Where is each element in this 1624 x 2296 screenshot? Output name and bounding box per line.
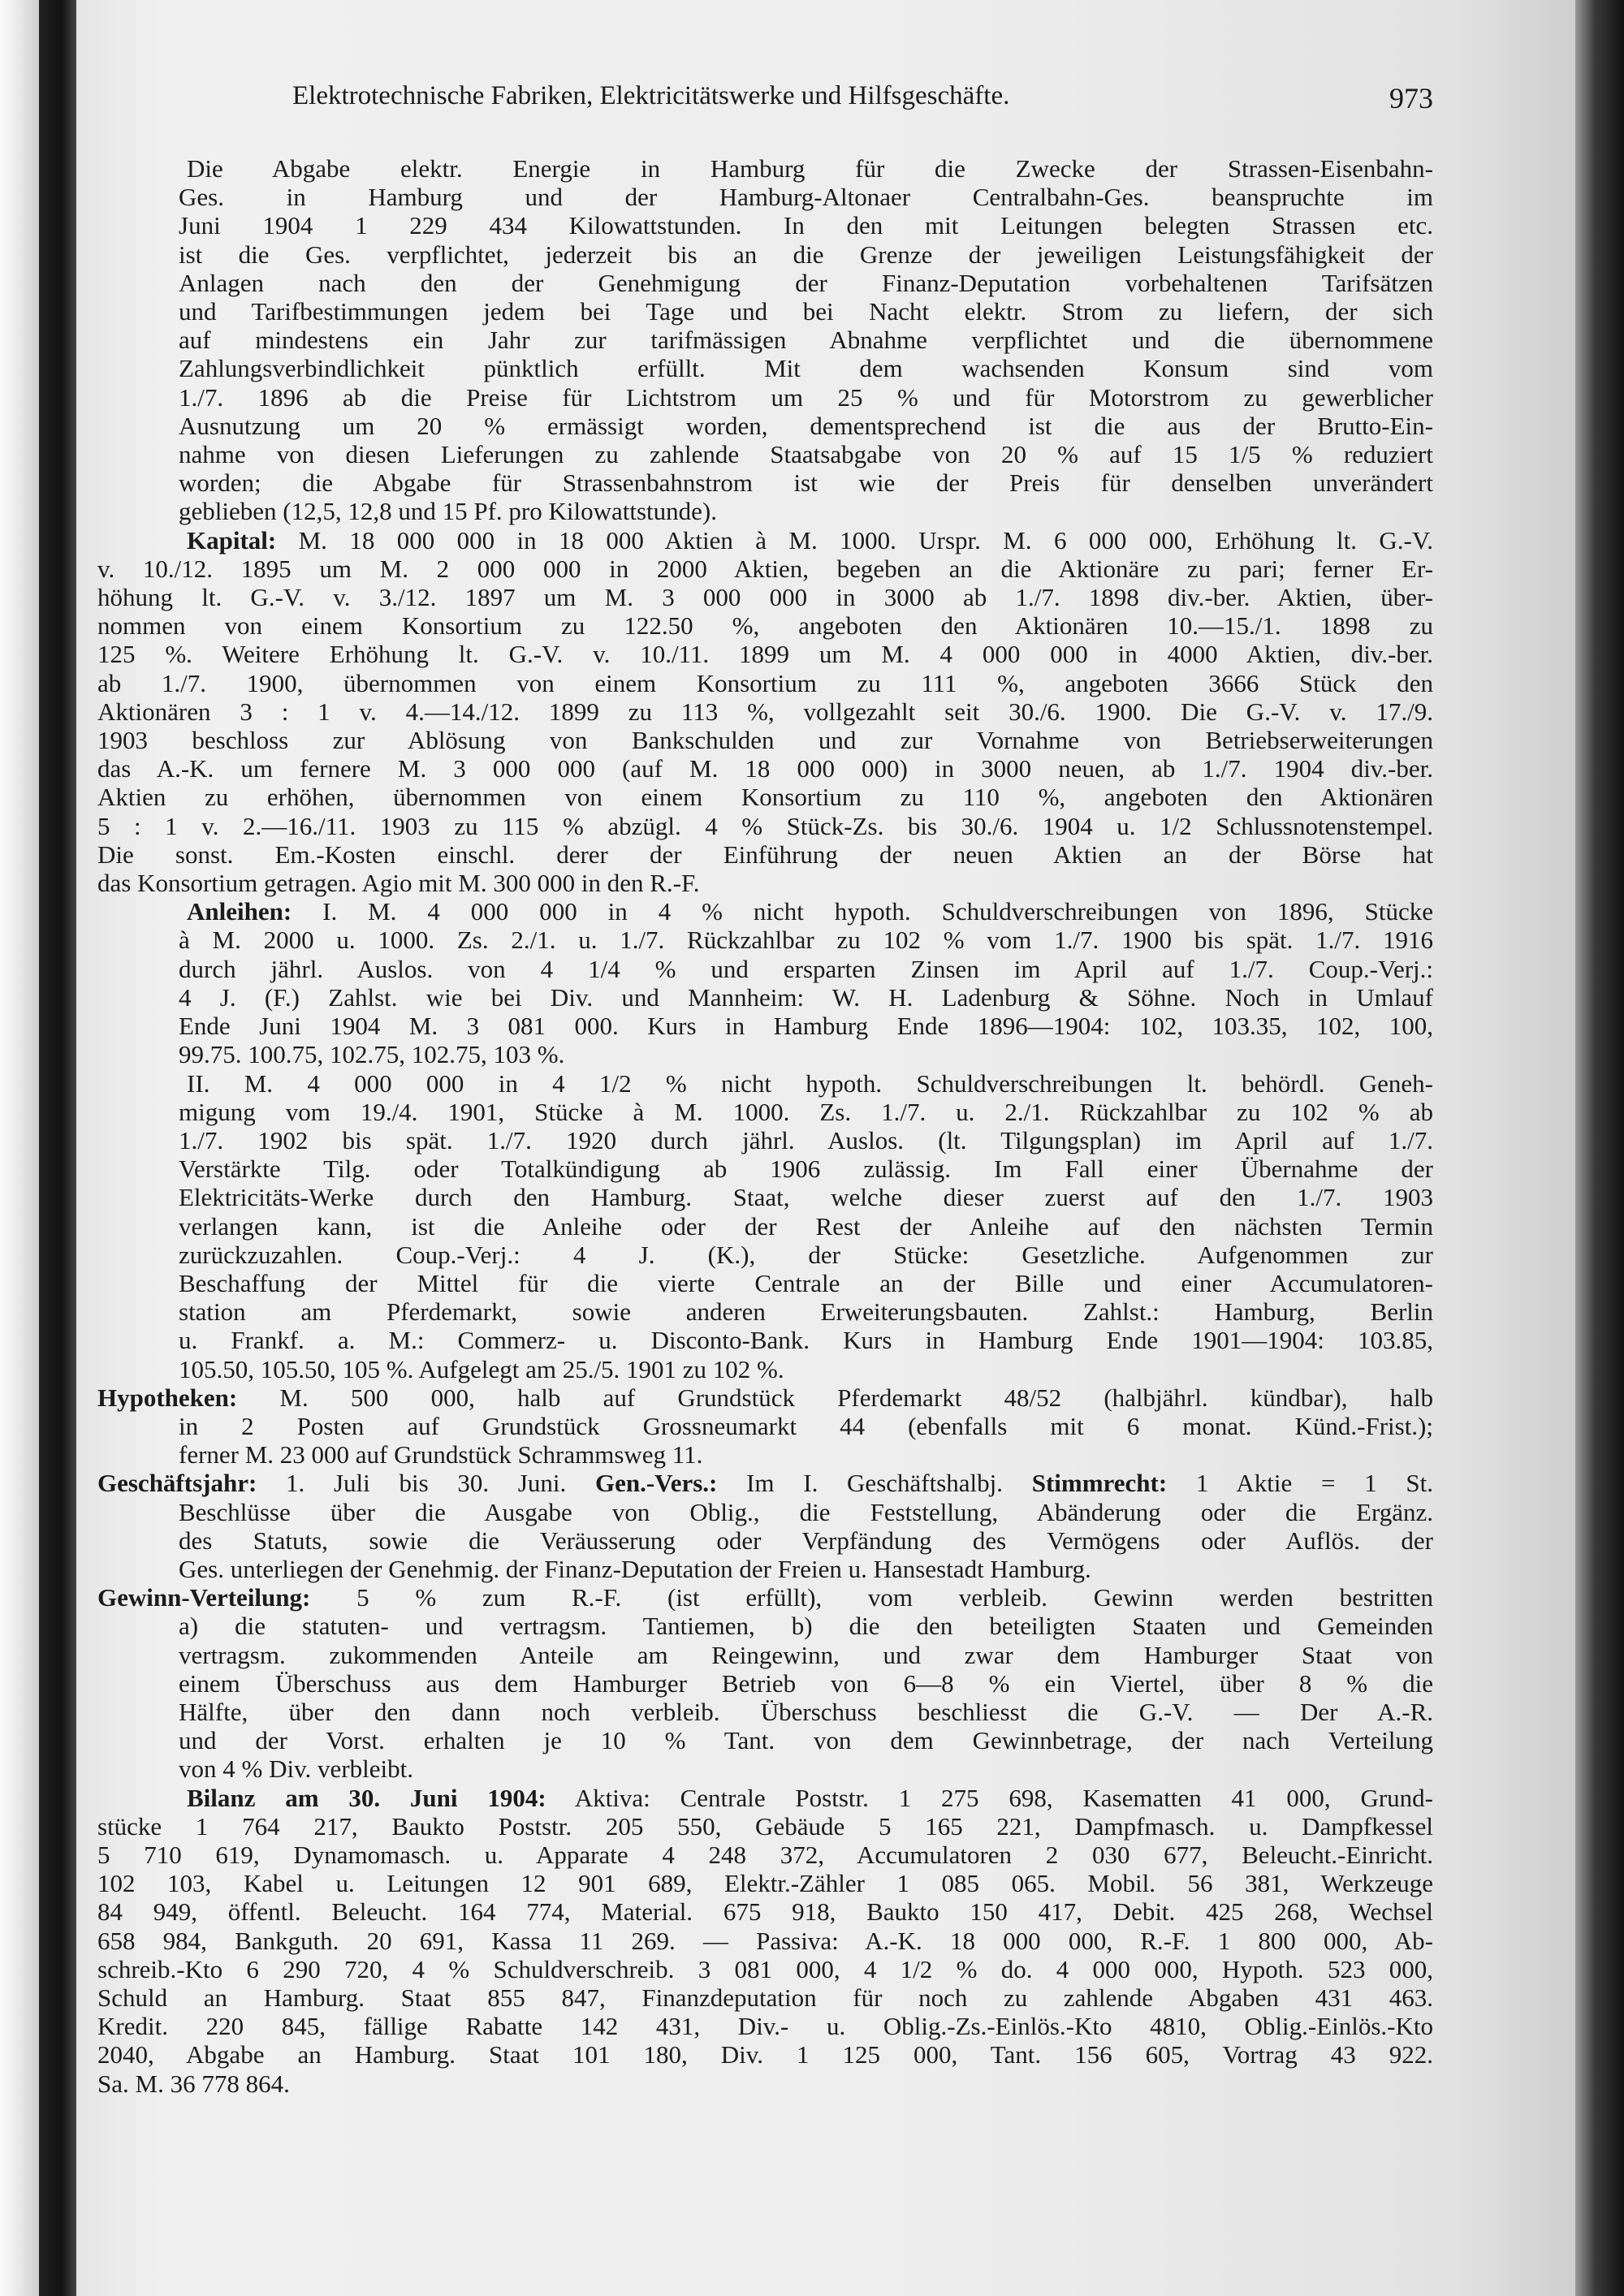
- line-text: vertragsm. zukommenden Anteile am Reingewinn, und zwar dem Hamburger Staat von: [179, 1640, 1433, 1669]
- text-line: [97, 611, 1433, 640]
- section-label: Gen.-Vers.:: [566, 1469, 718, 1498]
- line-text: I. M. 4 000 000 in 4 % nicht hypoth. Schuldverschreibungen von 1896, Stücke: [292, 897, 1433, 926]
- text-line: [97, 412, 1433, 440]
- line-text: v. 10./12. 1895 um M. 2 000 000 in 2000 Aktien, begeben an die Aktionäre zu pari; ferner Er-: [97, 554, 1433, 583]
- line-text: migung vom 19./4. 1901, Stücke à M. 1000. Zs. 1./7. u. 2./1. Rückzahlbar zu 102 % ab: [179, 1097, 1433, 1126]
- text-line: [97, 1355, 1433, 1383]
- line-text: Im I. Geschäftshalbj.: [717, 1469, 1004, 1498]
- line-text: das Konsortium getragen. Agio mit M. 300 000 in den R.-F.: [97, 869, 700, 898]
- line-text: Juni 1904 1 229 434 Kilowattstunden. In den mit Leitungen belegten Strassen etc.: [179, 211, 1433, 240]
- text-line: [97, 926, 1433, 954]
- line-text: 125 %. Weitere Erhöhung lt. G.-V. v. 10./11. 1899 um M. 4 000 000 in 4000 Aktien, div.-ber.: [97, 640, 1433, 669]
- line-text: 1./7. 1896 ab die Preise für Lichtstrom um 25 % und für Motorstrom zu gewerblicher: [179, 382, 1433, 412]
- text-line: [97, 1641, 1433, 1669]
- text-line: [97, 640, 1433, 668]
- line-text: Anlagen nach den der Genehmigung der Finanz-Deputation vorbehaltenen Tarifsätzen: [179, 268, 1433, 297]
- line-text: Die sonst. Em.-Kosten einschl. derer der Einführung der neuen Aktien an der Börse hat: [97, 839, 1433, 869]
- section-label: Geschäftsjahr:: [97, 1469, 257, 1498]
- text-line: [97, 183, 1433, 211]
- text-line: [97, 1040, 1433, 1068]
- line-text: Elektricitäts-Werke durch den Hamburg. Staat, welche dieser zuerst auf den 1./7. 1903: [179, 1183, 1433, 1212]
- text-line: [97, 1412, 1433, 1440]
- text-line: [97, 669, 1433, 697]
- line-text: 5 % zum R.-F. (ist erfüllt), vom verbleib. Gewinn werden bestritten: [310, 1583, 1433, 1612]
- section-label: Gewinn-Verteilung:: [97, 1583, 311, 1612]
- text-line: [97, 1498, 1433, 1526]
- line-text: station am Pferdemarkt, sowie anderen Erweiterungsbauten. Zahlst.: Hamburg, Berlin: [179, 1297, 1433, 1327]
- text-line: [97, 497, 1433, 525]
- book-spine-edge: [0, 0, 39, 2296]
- text-line: [97, 468, 1433, 497]
- text-line: [97, 812, 1433, 840]
- text-line: [97, 1241, 1433, 1269]
- text-line: [97, 1983, 1433, 2012]
- text-line: [97, 583, 1433, 611]
- text-line: [97, 1841, 1433, 1869]
- line-text: Schuld an Hamburg. Staat 855 847, Finanzdeputation für noch zu zahlende Abgaben 431 463.: [97, 1983, 1433, 2012]
- line-text: ab 1./7. 1900, übernommen von einem Konsortium zu 111 %, angeboten 3666 Stück den: [97, 668, 1433, 697]
- text-line: [97, 297, 1433, 326]
- section-label: Bilanz am 30. Juni 1904:: [187, 1783, 546, 1812]
- line-text: 102 103, Kabel u. Leitungen 12 901 689, Elektr.-Zähler 1 085 065. Mobil. 56 381, Werkzeuge: [97, 1869, 1433, 1898]
- line-text: höhung lt. G.-V. v. 3./12. 1897 um M. 3 000 000 in 3000 ab 1./7. 1898 div.-ber. Aktien, über-: [97, 583, 1433, 612]
- text-line: [97, 269, 1433, 297]
- text-line: [97, 1669, 1433, 1698]
- line-text: des Statuts, sowie die Veräusserung oder Verpfändung des Vermögens oder Auflös. der: [179, 1526, 1433, 1555]
- text-line: [97, 1869, 1433, 1897]
- line-text: M. 18 000 000 in 18 000 Aktien à M. 1000. Urspr. M. 6 000 000, Erhöhung lt. G.-V.: [276, 525, 1433, 555]
- line-text: Ges. unterliegen der Genehmig. der Finanz-Deputation der Freien u. Hansestadt Hamburg.: [179, 1554, 1091, 1583]
- line-text: Beschaffung der Mittel für die vierte Centrale an der Bille und einer Accumulatoren-: [179, 1268, 1433, 1297]
- text-line: [97, 869, 1433, 897]
- line-text: u. Frankf. a. M.: Commerz- u. Disconto-Bank. Kurs in Hamburg Ende 1901—1904: 103.85,: [179, 1326, 1433, 1355]
- line-text: à M. 2000 u. 1000. Zs. 2./1. u. 1./7. Rückzahlbar zu 102 % vom 1./7. 1900 bis spät. 1./7. 1916: [179, 926, 1433, 955]
- text-line: [97, 240, 1433, 269]
- text-line: [97, 840, 1433, 869]
- line-text: verlangen kann, ist die Anleihe oder der Rest der Anleihe auf den nächsten Termin: [179, 1211, 1433, 1241]
- text-line: [97, 726, 1433, 754]
- line-text: 84 949, öffentl. Beleucht. 164 774, Material. 675 918, Baukto 150 417, Debit. 425 268, Wechsel: [97, 1897, 1433, 1927]
- line-text: Aktien zu erhöhen, übernommen von einem Konsortium zu 110 %, angeboten den Aktionären: [97, 783, 1433, 812]
- line-text: in 2 Posten auf Grundstück Grossneumarkt 44 (ebenfalls mit 6 monat. Künd.-Frist.);: [179, 1411, 1433, 1440]
- text-line: [97, 983, 1433, 1012]
- text-line: [97, 1469, 1433, 1497]
- text-line: [97, 1812, 1433, 1841]
- line-text: 1 Aktie = 1 St.: [1167, 1469, 1433, 1498]
- text-line: [97, 383, 1433, 412]
- line-text: durch jährl. Auslos. von 4 1/4 % und ersparten Zinsen im April auf 1./7. Coup.-Verj.:: [179, 954, 1433, 983]
- line-text: Ges. in Hamburg und der Hamburg-Altonaer Centralbahn-Ges. beanspruchte im: [179, 183, 1433, 212]
- line-text: nahme von diesen Lieferungen zu zahlende Staatsabgabe von 20 % auf 15 1/5 % reduziert: [179, 440, 1433, 469]
- line-text: Kredit. 220 845, fällige Rabatte 142 431, Div.- u. Oblig.-Zs.-Einlös.-Kto 4810, Oblig.-Einlös.-Kto: [97, 2012, 1433, 2041]
- line-text: Sa. M. 36 778 864.: [97, 2069, 290, 2098]
- page-right-edge: [1575, 0, 1624, 2296]
- line-text: Aktionären 3 : 1 v. 4.—14./12. 1899 zu 113 %, vollgezahlt seit 30./6. 1900. Die G.-V. v. 17./9.: [97, 697, 1433, 726]
- text-line: [97, 526, 1433, 555]
- text-line: [97, 955, 1433, 983]
- line-text: Beschlüsse über die Ausgabe von Oblig., die Feststellung, Abänderung oder die Ergänz.: [179, 1497, 1433, 1526]
- line-text: ferner M. 23 000 auf Grundstück Schrammsweg 11.: [179, 1440, 703, 1470]
- line-text: und der Vorst. erhalten je 10 % Tant. von dem Gewinnbetrage, der nach Verteilung: [179, 1726, 1433, 1755]
- text-line: [97, 326, 1433, 354]
- text-line: [97, 1269, 1433, 1297]
- line-text: worden; die Abgabe für Strassenbahnstrom ist wie der Preis für denselben unverändert: [179, 468, 1433, 498]
- text-line: [97, 697, 1433, 726]
- line-text: 4 J. (F.) Zahlst. wie bei Div. und Mannheim: W. H. Ladenburg & Söhne. Noch in Umlauf: [179, 982, 1433, 1012]
- line-text: auf mindestens ein Jahr zur tarifmässigen Abnahme verpflichtet und die übernommene: [179, 326, 1433, 355]
- header-title: Elektrotechnische Fabriken, Elektricitätswerke und Hilfsgeschäfte.: [292, 81, 1010, 110]
- line-text: 5 : 1 v. 2.—16./11. 1903 zu 115 % abzügl. 4 % Stück-Zs. bis 30./6. 1904 u. 1/2 Schlussnotenstempel.: [97, 811, 1433, 840]
- line-text: 658 984, Bankguth. 20 691, Kassa 11 269. — Passiva: A.-K. 18 000 000, R.-F. 1 800 000, Ab-: [97, 1926, 1433, 1955]
- line-text: zurückzuzahlen. Coup.-Verj.: 4 J. (K.), der Stücke: Gesetzliche. Aufgenommen zur: [179, 1240, 1433, 1269]
- line-text: und Tarifbestimmungen jedem bei Tage und bei Nacht elektr. Strom zu liefern, der sich: [179, 297, 1433, 326]
- line-text: Zahlungsverbindlichkeit pünktlich erfüllt. Mit dem wachsenden Konsum sind vom: [179, 354, 1433, 383]
- running-header: [219, 81, 1433, 122]
- section-label: Stimmrecht:: [1003, 1469, 1168, 1498]
- line-text: 5 710 619, Dynamomasch. u. Apparate 4 248 372, Accumulatoren 2 030 677, Beleucht.-Einricht.: [97, 1840, 1433, 1869]
- line-text: Ende Juni 1904 M. 3 081 000. Kurs in Hamburg Ende 1896—1904: 102, 103.35, 102, 100,: [179, 1012, 1433, 1041]
- line-text: Hälfte, über den dann noch verbleib. Überschuss beschliesst die G.-V. — Der A.-R.: [179, 1697, 1433, 1726]
- text-line: [97, 1612, 1433, 1640]
- text-line: [97, 783, 1433, 811]
- line-text: 1. Juli bis 30. Juni.: [257, 1469, 567, 1498]
- line-text: ist die Ges. verpflichtet, jederzeit bis an die Grenze der jeweiligen Leistungsfähigkeit der: [179, 240, 1433, 269]
- text-line: [97, 2040, 1433, 2069]
- binding-shadow: [39, 0, 76, 2296]
- text-line: [97, 1726, 1433, 1754]
- text-line: [97, 1183, 1433, 1211]
- line-text: M. 500 000, halb auf Grundstück Pferdemarkt 48/52 (halbjährl. kündbar), halb: [237, 1383, 1433, 1412]
- text-line: [97, 754, 1433, 783]
- text-line: [97, 1383, 1433, 1412]
- text-line: [97, 1526, 1433, 1555]
- line-text: 1903 beschloss zur Ablösung von Bankschulden und zur Vornahme von Betriebserweiterungen: [97, 726, 1433, 755]
- text-line: [97, 555, 1433, 583]
- text-line: [97, 1927, 1433, 1955]
- text-line: [97, 354, 1433, 382]
- text-line: [97, 1754, 1433, 1783]
- text-line: [97, 1440, 1433, 1469]
- text-line: [97, 1154, 1433, 1183]
- section-label: Kapital:: [187, 525, 277, 555]
- line-text: geblieben (12,5, 12,8 und 15 Pf. pro Kilowattstunde).: [179, 497, 717, 526]
- text-line: [97, 2069, 1433, 2098]
- line-text: 99.75. 100.75, 102.75, 102.75, 103 %.: [179, 1040, 565, 1069]
- text-line: [97, 1555, 1433, 1583]
- line-text: Verstärkte Tilg. oder Totalkündigung ab 1906 zulässig. Im Fall einer Übernahme der: [179, 1154, 1433, 1184]
- line-text: Die Abgabe elektr. Energie in Hamburg für die Zwecke der Strassen-Eisenbahn-: [187, 154, 1433, 183]
- text-line: [97, 2012, 1433, 2040]
- text-line: [97, 1098, 1433, 1126]
- section-label: Hypotheken:: [97, 1383, 238, 1412]
- line-text: stücke 1 764 217, Baukto Poststr. 205 550, Gebäude 5 165 221, Dampfmasch. u. Dampfkessel: [97, 1811, 1433, 1841]
- line-text: II. M. 4 000 000 in 4 1/2 % nicht hypoth. Schuldverschreibungen lt. behördl. Geneh-: [187, 1068, 1433, 1098]
- line-text: Ausnutzung um 20 % ermässigt worden, dementsprechend ist die aus der Brutto-Ein-: [179, 411, 1433, 440]
- section-label: Anleihen:: [187, 897, 292, 926]
- text-line: [97, 1012, 1433, 1040]
- text-line: [97, 154, 1433, 183]
- text-line: [97, 1126, 1433, 1154]
- text-line: [97, 897, 1433, 926]
- line-text: 105.50, 105.50, 105 %. Aufgelegt am 25./5. 1901 zu 102 %.: [179, 1354, 784, 1383]
- text-line: [97, 1955, 1433, 1983]
- text-line: [97, 1583, 1433, 1612]
- text-line: [97, 1326, 1433, 1354]
- page-number: 973: [1389, 82, 1433, 114]
- text-line: [97, 1212, 1433, 1241]
- line-text: schreib.-Kto 6 290 720, 4 % Schuldverschreib. 3 081 000, 4 1/2 % do. 4 000 000, Hypoth. 523 000,: [97, 1954, 1433, 1983]
- line-text: das A.-K. um fernere M. 3 000 000 (auf M. 18 000 000) in 3000 neuen, ab 1./7. 1904 div.-ber.: [97, 754, 1433, 783]
- line-text: 2040, Abgabe an Hamburg. Staat 101 180, Div. 1 125 000, Tant. 156 605, Vortrag 43 922.: [97, 2040, 1433, 2069]
- text-line: [97, 1297, 1433, 1326]
- text-line: [97, 440, 1433, 468]
- line-text: von 4 % Div. verbleibt.: [179, 1754, 413, 1784]
- line-text: a) die statuten- und vertragsm. Tantiemen, b) die den beteiligten Staaten und Gemeinden: [179, 1612, 1433, 1641]
- line-text: nommen von einem Konsortium zu 122.50 %, angeboten den Aktionären 10.—15./1. 1898 zu: [97, 611, 1433, 641]
- text-line: [97, 1069, 1433, 1098]
- text-line: [97, 1784, 1433, 1812]
- text-line: [97, 1897, 1433, 1926]
- line-text: einem Überschuss aus dem Hamburger Betrieb von 6—8 % ein Viertel, über 8 % die: [179, 1668, 1433, 1698]
- text-line: [97, 1698, 1433, 1726]
- text-line: [97, 211, 1433, 240]
- body-text: [97, 154, 1433, 2098]
- line-text: 1./7. 1902 bis spät. 1./7. 1920 durch jährl. Auslos. (lt. Tilgungsplan) im April auf 1./7.: [179, 1125, 1433, 1154]
- line-text: Aktiva: Centrale Poststr. 1 275 698, Kasematten 41 000, Grund-: [546, 1783, 1433, 1812]
